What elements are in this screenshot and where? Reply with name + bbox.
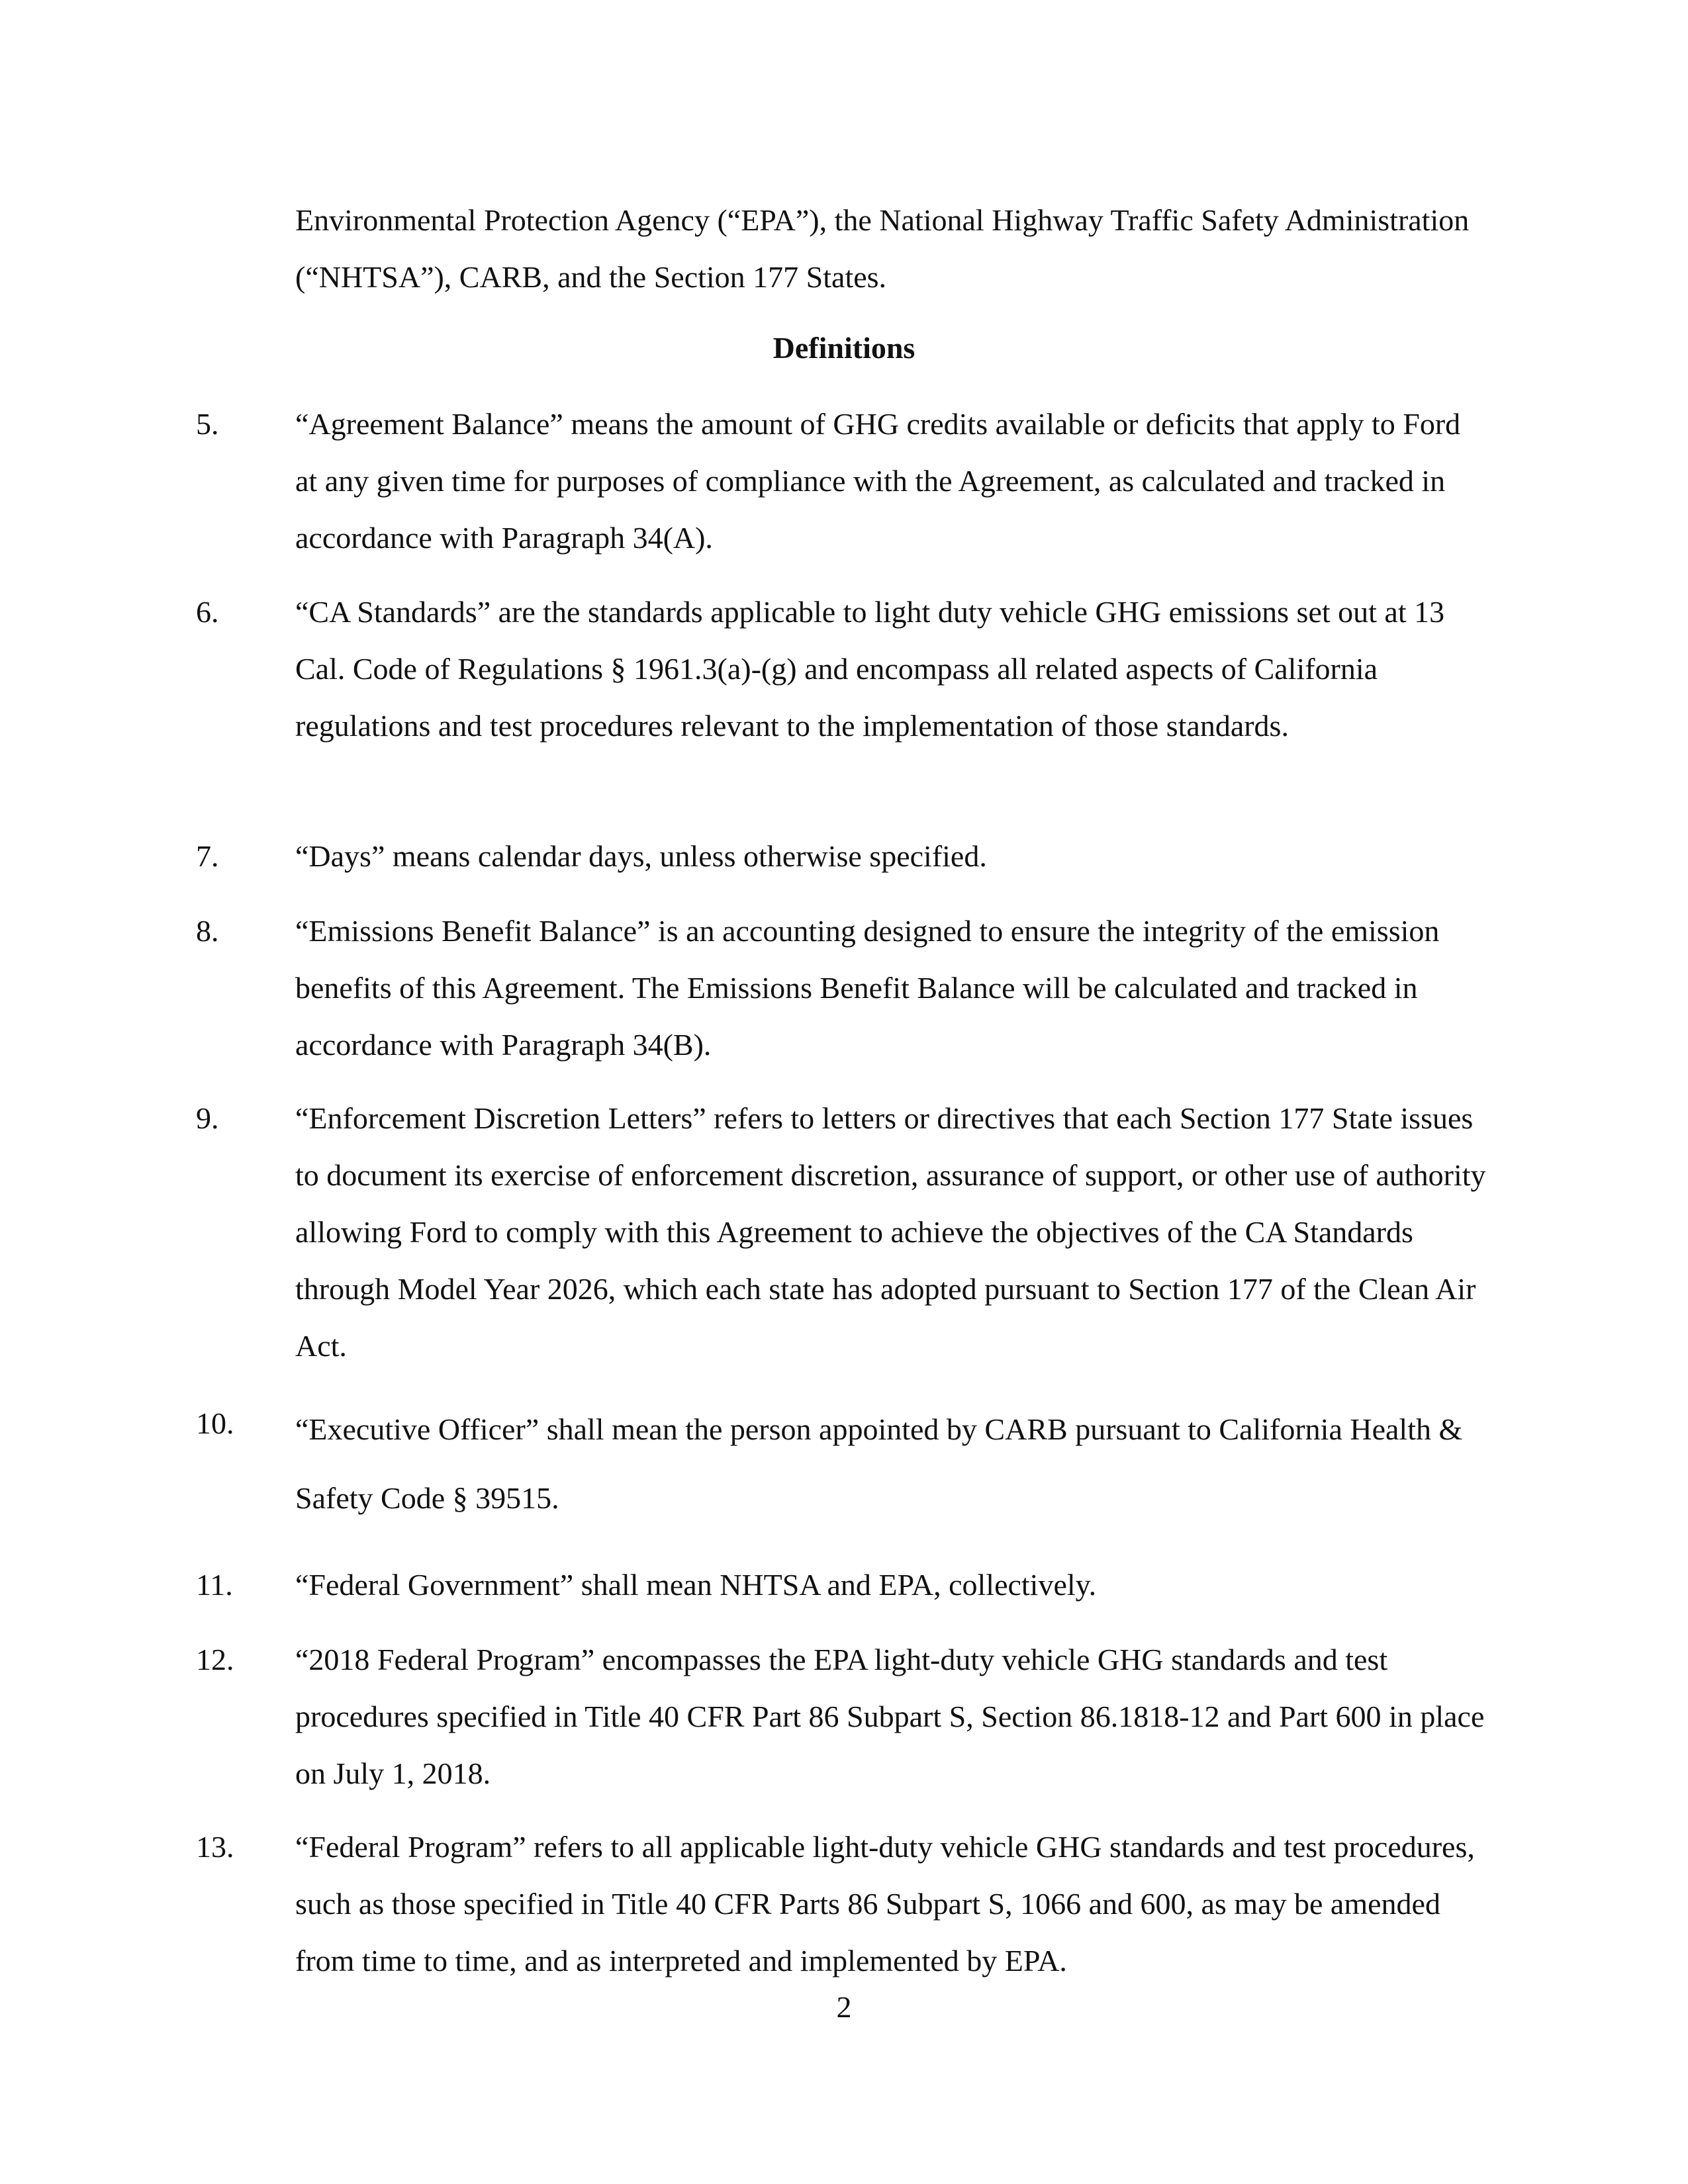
item-text: “Agreement Balance” means the amount of GHG credits available or deficits that apply to Ford at any given time for purposes of compliance with the Agreement, as calculated and tracked in accordance with Paragraph 34(A). [295, 407, 1461, 555]
item-text: “Federal Program” refers to all applicable light-duty vehicle GHG standards and test procedures, such as those specified in Title 40 CFR Parts 86 Subpart S, 1066 and 600, as may be amended from time to time, and as interpreted and implemented by EPA. [295, 1830, 1475, 1978]
item-text: “Days” means calendar days, unless otherwise specified. [295, 839, 987, 873]
item-number: 10. [196, 1406, 234, 1440]
item-text: “Emissions Benefit Balance” is an accounting designed to ensure the integrity of the emission benefits of this Agreement. The Emissions Benefit Balance will be calculated and tracked in accordance with Paragraph 34(B). [295, 914, 1440, 1062]
item-text: “Executive Officer” shall mean the person appointed by CARB pursuant to California Health & Safety Code § 39515. [295, 1412, 1463, 1515]
continuation-paragraph: Environmental Protection Agency (“EPA”), the National Highway Traffic Safety Administration (“NHTSA”), CARB, and the Section 177 States. [295, 203, 1470, 294]
item-number: 6. [196, 595, 219, 629]
item-number: 5. [196, 407, 219, 441]
item-number: 7. [196, 839, 219, 873]
page-number: 2 [836, 1990, 852, 2024]
item-number: 11. [196, 1568, 233, 1602]
item-number: 8. [196, 914, 219, 948]
item-text: “Enforcement Discretion Letters” refers to letters or directives that each Section 177 State issues to document its exercise of enforcement discretion, assurance of support, or other use of authority allowing Ford to comply with this Agreement to achieve the objectives of the CA Standards through Model Year 2026, which each state has adopted pursuant to Section 177 of the Clean Air Act. [295, 1101, 1486, 1363]
item-text: “Federal Government” shall mean NHTSA and EPA, collectively. [295, 1568, 1097, 1602]
item-text: “CA Standards” are the standards applicable to light duty vehicle GHG emissions set out at 13 Cal. Code of Regulations § 1961.3(a)-(g) and encompass all related aspects of California regulations and test procedures relevant to the implementation of those standards. [295, 595, 1445, 743]
item-number: 13. [196, 1830, 234, 1864]
item-text: “2018 Federal Program” encompasses the EPA light-duty vehicle GHG standards and test procedures specified in Title 40 CFR Part 86 Subpart S, Section 86.1818-12 and Part 600 in place on July 1, 2018. [295, 1643, 1485, 1790]
section-heading: Definitions [773, 331, 915, 365]
item-number: 9. [196, 1101, 219, 1135]
item-number: 12. [196, 1643, 234, 1676]
